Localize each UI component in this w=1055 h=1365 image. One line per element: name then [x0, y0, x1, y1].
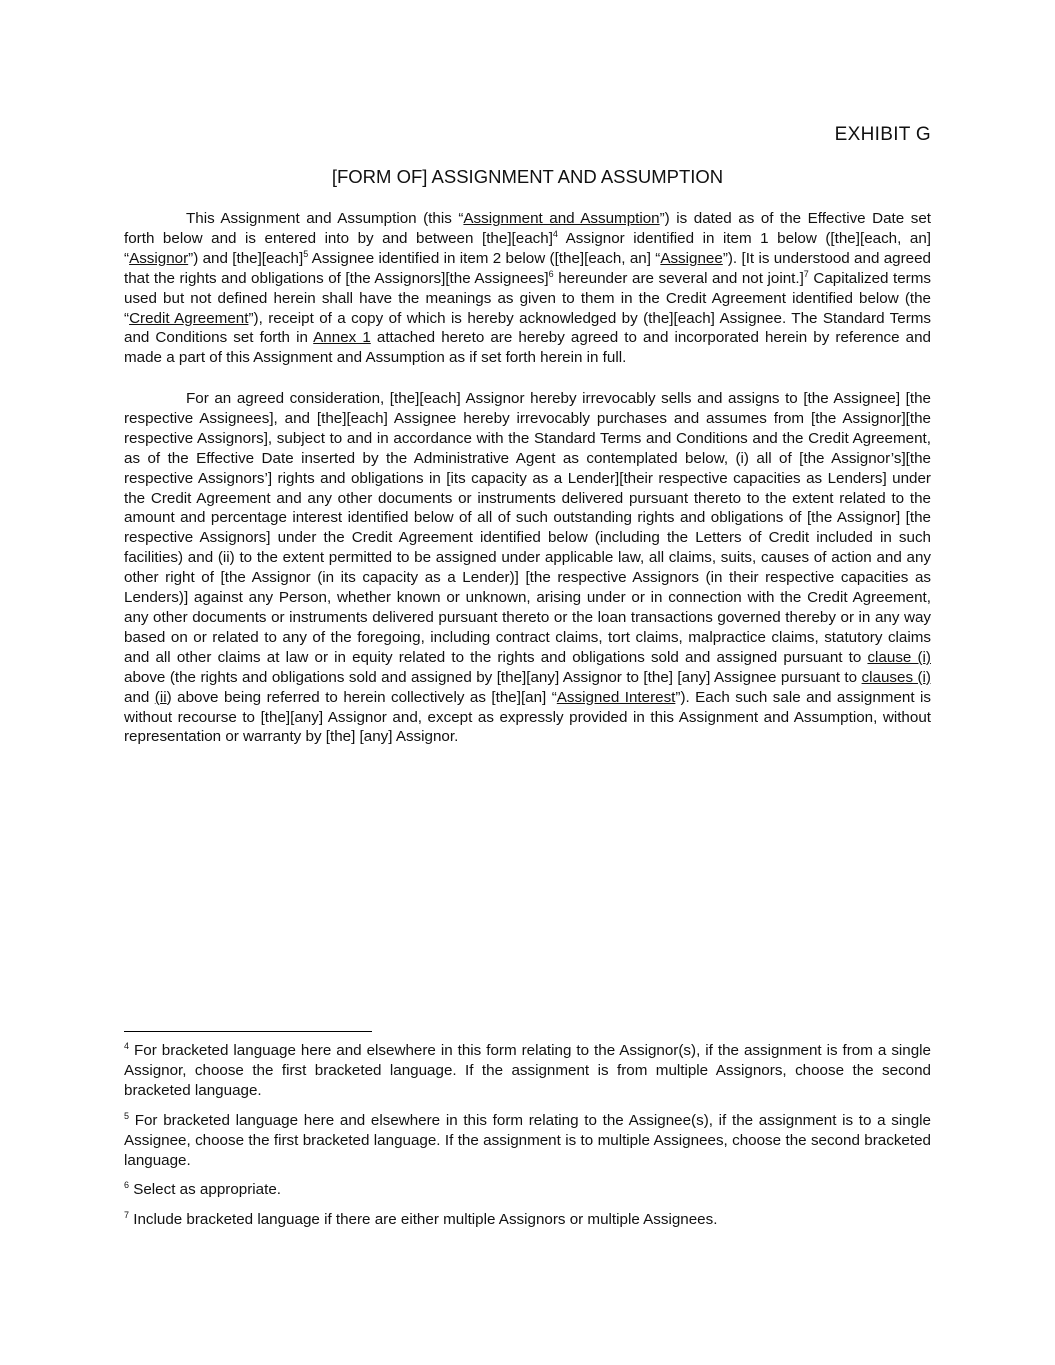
footnote-ref-5: 5 — [303, 248, 309, 259]
defined-term-credit-agreement: Credit Agreement — [129, 309, 249, 327]
document-title: [FORM OF] ASSIGNMENT AND ASSUMPTION — [331, 166, 724, 187]
footnote-5 — [124, 1111, 931, 1171]
text-run: Capitalized terms used but not defined herein shall have the meanings as given to them in the Credit Agreement identified below (the “ — [124, 269, 931, 327]
footnote-number: 6 — [124, 1180, 130, 1191]
paragraph-1-text — [124, 209, 931, 368]
text-run: Assignor identified in item 1 below ([the][each, an] “ — [124, 229, 931, 267]
footnote-number: 5 — [124, 1110, 130, 1121]
footnote-text: Include bracketed language if there are either multiple Assignors or multiple Assignees. — [129, 1211, 718, 1229]
footnote-text: Select as appropriate. — [129, 1181, 281, 1199]
footnote-6 — [124, 1180, 931, 1200]
clause-ii-reference: (ii — [154, 688, 167, 706]
text-run: ”) and [the][each] — [188, 249, 304, 267]
text-run: ”), receipt of a copy of which is hereby acknowledged by (the][each] Assignee. The Standard Terms and Conditions set forth in — [124, 309, 931, 347]
text-run: above (the rights and obligations sold and assigned by [the][any] Assignor to [the] [any] Assignee pursuant to — [124, 668, 862, 686]
text-run: Assignee identified in item 2 below ([the][each, an] “ — [308, 249, 661, 267]
paragraph-consideration — [124, 389, 931, 747]
paragraph-2-text — [124, 389, 931, 747]
footnote-ref-7: 7 — [803, 268, 809, 279]
footnote-number: 4 — [124, 1041, 130, 1051]
footnote-text: For bracketed language here and elsewhere in this form relating to the Assignee(s), if the assignment is to a single Assignee, choose the first bracketed language. If the assignment is to multiple Assignees, choose the second bracketed language. — [124, 1111, 931, 1169]
paragraph-introduction — [124, 209, 931, 368]
text-run: and — [124, 688, 155, 706]
clauses-i-reference: clauses (i) — [861, 668, 931, 686]
text-run: ) above being referred to herein collectively as [the][an] “ — [166, 688, 557, 706]
footnote-ref-4: 4 — [552, 228, 558, 239]
text-run: This Assignment and Assumption (this “ — [186, 210, 464, 227]
text-run: ”). Each such sale and assignment is without recourse to [the][any] Assignor and, except as expressly provided in this Assignment and Assumption, without representation or warranty by [the] [any] Assignor. — [124, 688, 931, 746]
annex-1-reference: Annex 1 — [313, 329, 371, 347]
footnotes-section — [124, 1041, 931, 1240]
clause-i-reference: clause (i) — [867, 648, 931, 666]
defined-term-assignee: Assignee — [660, 249, 723, 267]
text-run: ”) is dated as of the Effective Date set forth below and is entered into by and between [the][each] — [124, 210, 931, 247]
text-run: ”). [It is understood and agreed that the rights and obligations of [the Assignors][the Assignees] — [124, 249, 932, 287]
footnote-4 — [124, 1041, 931, 1101]
footnote-number: 7 — [124, 1210, 130, 1221]
text-run: attached hereto are hereby agreed to and incorporated herein by reference and made a part of this Assignment and Assumption as if set forth herein in full. — [124, 329, 932, 367]
exhibit-label: EXHIBIT G — [834, 124, 931, 145]
footnote-7 — [124, 1210, 931, 1230]
defined-term-assigned-interest: Assigned Interest — [556, 688, 676, 706]
footnote-ref-6: 6 — [548, 268, 554, 279]
text-run: hereunder are several and not joint.] — [553, 269, 804, 287]
defined-term-assignor: Assignor — [129, 249, 189, 267]
footnote-text: For bracketed language here and elsewhere in this form relating to the Assignor(s), if the assignment is from a single Assignor, choose the first bracketed language. If the assignment is from multiple Assignors, choose the second bracketed language. — [124, 1042, 931, 1099]
text-run: For an agreed consideration, [the][each] Assignor hereby irrevocably sells and assigns to [the Assignee] [the respective Assignees], and [the][each] Assignee hereby irrevocably purchases and assumes from [the Assignor][the respective Assignors], subject to and in accordance with the Standard Terms and Conditions and the Credit Agreement, as of the Effective Date inserted by the Administrative Agent as contemplated below, (i) all of [the Assignor’s][the respective Assignors’] rights and obligations in [its capacity as a Lender][their respective capacities as Lenders] under the Credit Agreement and any other documents or instruments delivered pursuant thereto to the extent related to the amount and percentage interest identified below of all of such outstanding rights and obligations of [the Assignor] [the respective Assignors] under the Credit Agreement identified below (including the Letters of Credit included in such facilities) and (ii) to the extent permitted to be assigned under applicable law, all claims, suits, causes of action and any other right of [the Assignor (in its capacity as a Lender)] [the respective Assignors (in their respective capacities as Lenders)] against any Person, whether known or unknown, arising under or in connection with the Credit Agreement, any other documents or instruments delivered pursuant thereto or the loan transactions governed thereby or in any way based on or related to any of the foregoing, including contract claims, tort claims, malpractice claims, statutory claims and all other claims at law or in equity related to the rights and obligations sold and assigned pursuant to — [124, 390, 931, 666]
footnote-divider — [124, 1031, 372, 1032]
defined-term-assignment-and-assumption: Assignment and Assumption — [463, 210, 660, 227]
